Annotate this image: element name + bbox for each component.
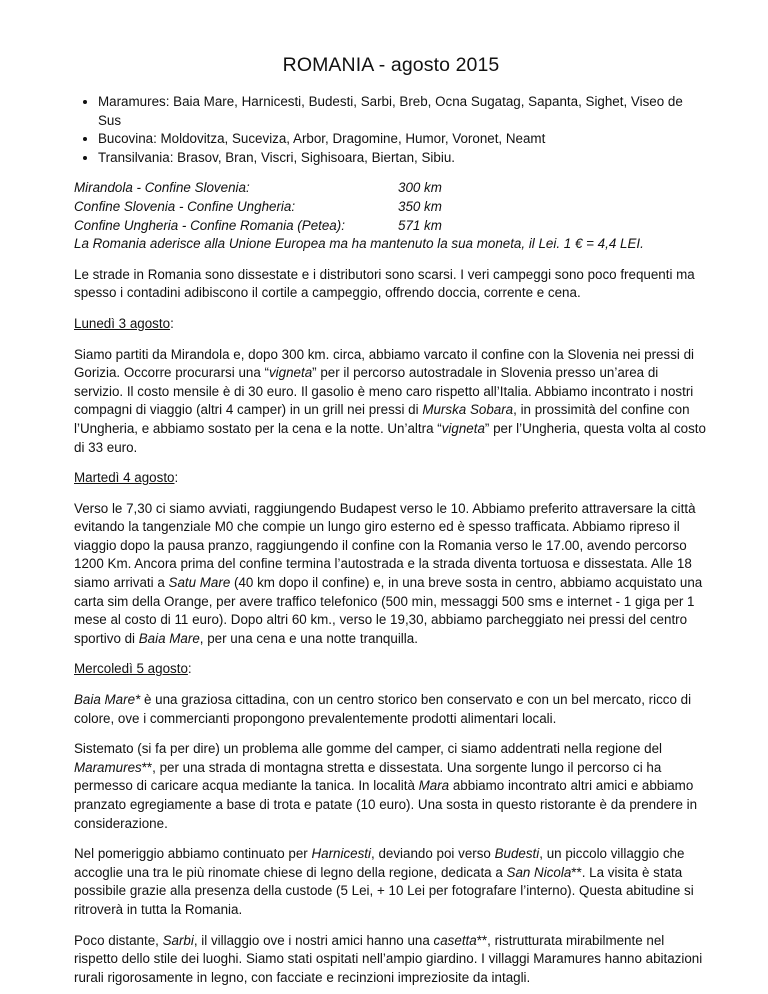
distance-route: Confine Ungheria - Confine Romania (Petea):	[74, 217, 345, 233]
italic-text: Baia Mare*	[74, 692, 141, 708]
text: ” per il percorso autostradale in Slovenia presso un’area di servizio. Il costo mensile è di 30 euro. Il gasolio è meno caro rispetto all’Italia. Abbiamo incontrato i nostri compagni di viaggio (altri 4 camper) in un grill nei pressi di	[74, 365, 694, 418]
currency-note: La Romania aderisce alla Unione Europea ma ha mantenuto la sua moneta, il Lei. 1 € = 4,4 LEI.	[74, 236, 644, 252]
day2-paragraph	[74, 500, 708, 649]
intro-paragraph: Le strade in Romania sono dissestate e i distributori sono scarsi. I veri campeggi sono poco frequenti ma spesso i contadini adibiscono il cortile a campeggio, offrendo doccia, corrente e cena.	[74, 266, 695, 301]
text: , un piccolo villaggio che accoglie una tra le più rinomate chiese di legno della regione, dedicata a	[74, 846, 685, 880]
text: , per una cena e una notte tranquilla.	[199, 630, 418, 646]
text: abbiamo incontrato altri amici e abbiamo pranzato egregiamente a base di trota e patate (10 euro). Una sosta in questo ristorante è da prendere in considerazione.	[74, 778, 698, 831]
day-heading-label: Lunedì 3 agosto	[74, 315, 171, 331]
italic-text: casetta	[433, 932, 477, 948]
day3-paragraph-4	[74, 932, 708, 988]
italic-text: San Nicola	[506, 864, 572, 880]
italic-text: Harnicesti	[311, 846, 372, 862]
italic-text: Satu Mare	[168, 575, 231, 591]
text: è una graziosa cittadina, con un centro storico ben conservato e con un bel mercato, ricco di colore, ove i commercianti propongono prevalentemente prodotti alimentari locali.	[74, 692, 692, 726]
day1-paragraph	[74, 346, 708, 458]
italic-text: Murska Sobara	[422, 402, 514, 418]
day-heading-label: Martedì 4 agosto	[74, 470, 175, 486]
day-heading-label: Mercoledì 5 agosto	[74, 661, 188, 677]
text: , in prossimità del confine con l’Ungheria, e abbiamo sostato per la cena e la notte. Un’altra “	[74, 402, 690, 436]
day3-paragraph-1	[74, 691, 708, 728]
text: Sistemato (si fa per dire) un problema alle gomme del camper, ci siamo addentrati nella regione del	[74, 741, 662, 757]
document-page	[74, 54, 708, 987]
italic-text: Baia Mare	[138, 630, 200, 646]
regions-list	[74, 93, 708, 167]
distance-row	[74, 217, 708, 236]
day3-paragraph-3	[74, 845, 708, 919]
italic-text: Mara	[418, 778, 450, 794]
text: Poco distante,	[74, 932, 163, 948]
text: Verso le 7,30 ci siamo avviati, raggiungendo Budapest verso le 10. Abbiamo preferito attraversare la città evitando la tangenziale M0 che compie un lungo giro esterno ed è spesso trafficata. Abbiamo ripreso il viaggio dopo la pausa pranzo, raggiungendo il confine con la Romania verso le 17.00, avendo percorso 1200 Km. Ancora prima del confine termina l’autostrada e la strada diventa tortuosa e dissestata. Alle 18 siamo arrivati a	[74, 500, 696, 591]
text: (40 km dopo il confine) e, in una breve sosta in centro, abbiamo acquistato una carta sim della Orange, per avere traffico telefonico (500 min, messaggi 500 sms e internet - 1 giga per 1 mese al costo di 11 euro). Dopo altri 60 km., verso le 19,30, abbiamo parcheggiato nei pressi del centro sportivo di	[74, 575, 703, 646]
text: **, ristrutturata mirabilmente nel rispetto dello stile dei luoghi. Siamo stati ospitati nell’ampio giardino. I villaggi Maramures hanno abitazioni rurali rigorosamente in legno, con facciate e recinzioni impreziosite da intagli.	[74, 932, 703, 985]
italic-text: vigneta	[268, 365, 313, 381]
text: **. La visita è stata possibile grazie alla presenza della custode (5 Lei, + 10 Lei per fotografare l’interno). Questa abitudine si ritroverà in tutta la Romania.	[74, 864, 694, 917]
text: **, per una strada di montagna stretta e dissestata. Una sorgente lungo il percorso ci ha permesso di caricare acqua mediante la tanica. In località	[74, 759, 662, 794]
distances-block	[74, 179, 708, 253]
distance-row	[74, 179, 708, 198]
text: , deviando poi verso	[371, 846, 495, 862]
italic-text: Budesti	[494, 846, 540, 862]
text: Siamo partiti da Mirandola e, dopo 300 km. circa, abbiamo varcato il confine con la Slovenia nei pressi di Gorizia. Occorre procurarsi una “	[74, 346, 695, 381]
list-item: • Transilvania: Brasov, Bran, Viscri, Sighisoara, Biertan, Sibiu.	[98, 149, 708, 168]
italic-text: Maramures	[74, 759, 142, 775]
day3-paragraph-2	[74, 740, 708, 833]
list-item: • Maramures: Baia Mare, Harnicesti, Budesti, Sarbi, Breb, Ocna Sugatag, Sapanta, Sighet, Viseo de Sus	[98, 93, 708, 130]
text: Nel pomeriggio abbiamo continuato per	[74, 846, 312, 862]
day-heading: Mercoledì 5 agosto:	[74, 661, 192, 677]
list-item: • Bucovina: Moldovitza, Suceviza, Arbor, Dragomine, Humor, Voronet, Neamt	[98, 130, 708, 149]
day-heading: Lunedì 3 agosto:	[74, 315, 174, 331]
text: , il villaggio ove i nostri amici hanno una	[193, 932, 434, 948]
day-heading: Martedì 4 agosto:	[74, 470, 179, 486]
italic-text: Sarbi	[162, 932, 194, 948]
distance-km: 300 km	[398, 180, 442, 196]
distance-route: Mirandola - Confine Slovenia:	[74, 180, 250, 196]
italic-text: vigneta	[441, 420, 485, 436]
distance-row	[74, 198, 708, 217]
distance-km: 571 km	[398, 217, 442, 233]
text: ” per l’Ungheria, questa volta al costo di 33 euro.	[74, 420, 706, 455]
document-title: ROMANIA - agosto 2015	[282, 54, 500, 76]
distance-km: 350 km	[398, 198, 442, 214]
distance-route: Confine Slovenia - Confine Ungheria:	[74, 198, 296, 214]
